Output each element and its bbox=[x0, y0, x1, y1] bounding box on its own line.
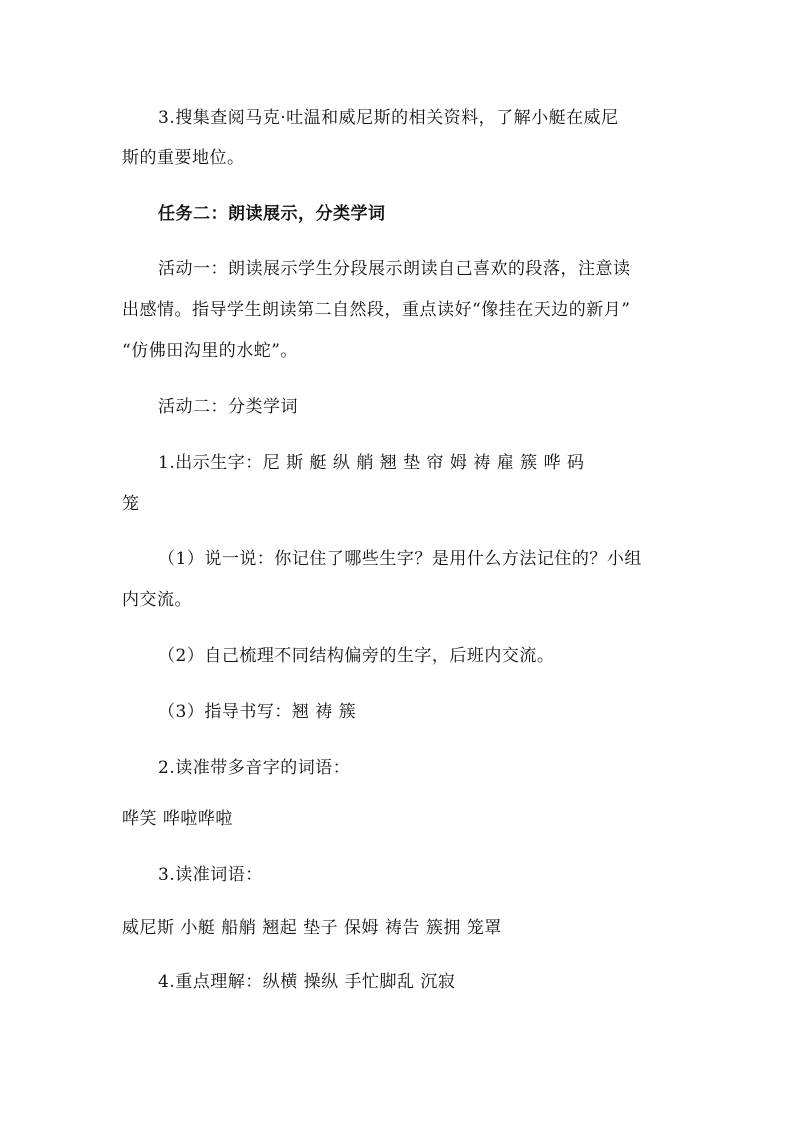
paragraph-line: 3.搜集查阅马克·吐温和威尼斯的相关资料，了解小艇在威尼 bbox=[158, 108, 619, 128]
paragraph-line: （3）指导书写：翘 祷 簇 bbox=[158, 702, 357, 722]
activity-heading: 活动二：分类学词 bbox=[158, 397, 298, 417]
paragraph-line: 2.读准带多音字的词语： bbox=[158, 758, 351, 778]
paragraph-line: （2）自己梳理不同结构偏旁的生字，后班内交流。 bbox=[158, 646, 555, 666]
paragraph-line: 活动一：朗读展示学生分段展示朗读自己喜欢的段落，注意读 bbox=[158, 259, 631, 279]
paragraph-line: 笼 bbox=[122, 494, 140, 514]
paragraph-line: （1）说一说：你记住了哪些生字？是用什么方法记住的？小组 bbox=[158, 549, 642, 569]
paragraph-line: 内交流。 bbox=[122, 590, 192, 610]
paragraph-line: 1.出示生字：尼 斯 艇 纵 艄 翘 垫 帘 姆 祷 雇 簇 哗 码 bbox=[158, 453, 585, 473]
section-heading: 任务二：朗读展示，分类学词 bbox=[158, 204, 386, 224]
word-list: 哗笑 哗啦哗啦 bbox=[122, 809, 233, 829]
paragraph-line: 4.重点理解：纵横 操纵 手忙脚乱 沉寂 bbox=[158, 972, 456, 992]
word-list: 威尼斯 小艇 船艄 翘起 垫子 保姆 祷告 簇拥 笼罩 bbox=[122, 918, 502, 938]
paragraph-line: “仿佛田沟里的水蛇”。 bbox=[122, 341, 298, 361]
paragraph-line: 3.读准词语： bbox=[158, 865, 263, 885]
paragraph-line: 斯的重要地位。 bbox=[122, 148, 245, 168]
paragraph-line: 出感情。指导学生朗读第二自然段，重点读好“像挂在天边的新月” bbox=[122, 300, 631, 320]
